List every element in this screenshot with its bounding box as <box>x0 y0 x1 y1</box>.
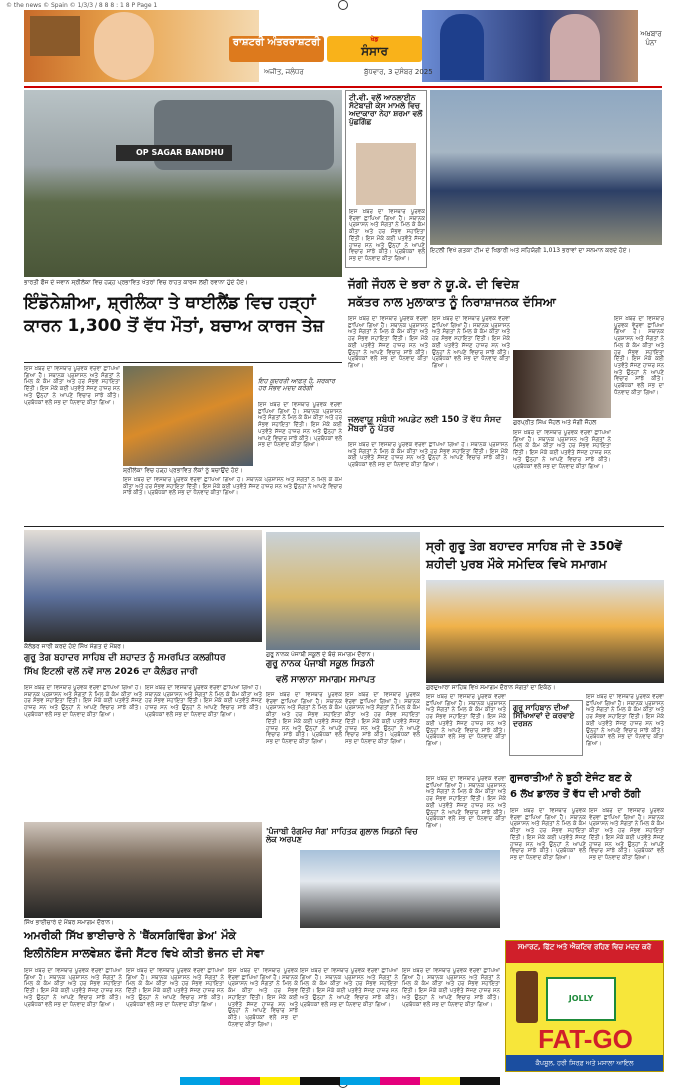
american-photo-caption: ਸਿੱਖ ਭਾਈਚਾਰੇ ਦੇ ਮੈਂਬਰ ਸਮਾਗਮ ਦੌਰਾਨ। <box>24 919 115 926</box>
masthead-location: ਅਜੀਤ, ਜਲੰਧਰ <box>264 68 304 76</box>
print-slug: © the news © Spain © 1/3/3 / 8 8 8 : 1 8 P Page 1 <box>6 2 158 9</box>
divider <box>24 362 342 363</box>
school-photo-caption: ਗੁਰੂ ਨਾਨਕ ਪੰਜਾਬੀ ਸਕੂਲ ਦੇ ਬੱਚੇ ਸਮਾਗਮ ਦੌਰਾਨ। <box>266 651 375 658</box>
jaggi-headline-line2: ਸਕੱਤਰ ਨਾਲ ਮੁਲਾਕਾਤ ਨੂੰ ਨਿਰਾਸ਼ਾਜਨਕ ਦੱਸਿਆ <box>348 295 556 309</box>
actress-story <box>345 90 427 268</box>
rescue-photo <box>123 366 253 466</box>
fat-go-advertisement <box>505 940 664 1072</box>
model-portrait-image <box>94 12 154 80</box>
army-photo <box>24 90 342 277</box>
masthead-side-note: ਅਖ਼ਬਾਰ ਪੰਨਾ <box>640 30 662 47</box>
masthead-title-right: ਸੰਸਾਰ <box>361 44 388 58</box>
climate-body: ਇਸ ਖ਼ਬਰ ਦਾ ਵਿਸਥਾਰ ਪੂਰਵਕ ਵੇਰਵਾ ਛਾਪਿਆ ਗਿਆ ਹੈ। ਸਥਾਨਕ ਪ੍ਰਸ਼ਾਸਨ ਅਤੇ ਸੰਗਤਾਂ ਨੇ ਮਿਲ ਕੇ ਕੰਮ ਕੀਤਾ ਅਤੇ ਹਰ ਸੰਭਵ ਸਹਾਇਤਾ ਦਿੱਤੀ। ਇਸ ਮੌਕੇ ਕਈ ਪਤਵੰਤੇ ਸੱਜਣ ਹਾਜ਼ਰ ਸਨ ਅਤੇ ਉਨ੍ਹਾਂ ਨੇ ਆਪਣੇ ਵਿਚਾਰ ਸਾਂਝੇ ਕੀਤੇ। ਪ੍ਰਬੰਧਕਾਂ ਵਲੋਂ ਸਭ ਦਾ ਧੰਨਵਾਦ ਕੀਤਾ ਗਿਆ। <box>348 442 508 469</box>
lead-body-col4: ਇਸ ਖ਼ਬਰ ਦਾ ਵਿਸਥਾਰ ਪੂਰਵਕ ਵੇਰਵਾ ਛਾਪਿਆ ਗਿਆ ਹੈ। ਸਥਾਨਕ ਪ੍ਰਸ਼ਾਸਨ ਅਤੇ ਸੰਗਤਾਂ ਨੇ ਮਿਲ ਕੇ ਕੰਮ ਕੀਤਾ ਅਤੇ ਹਰ ਸੰਭਵ ਸਹਾਇਤਾ ਦਿੱਤੀ। ਇਸ ਮੌਕੇ ਕਈ ਪਤਵੰਤੇ ਸੱਜਣ ਹਾਜ਼ਰ ਸਨ ਅਤੇ ਉਨ੍ਹਾਂ ਨੇ ਆਪਣੇ ਵਿਚਾਰ ਸਾਂਝੇ ਕੀਤੇ। ਪ੍ਰਬੰਧਕਾਂ ਵਲੋਂ ਸਭ ਦਾ ਧੰਨਵਾਦ ਕੀਤਾ ਗਿਆ। <box>123 477 342 497</box>
ad-product-pack: JOLLY <box>546 977 616 1021</box>
gujarati-headline-line1: ਗੁਜਰਾਤੀਆਂ ਨੇ ਝੂਠੀ ਏਜੰਟ ਬਣ ਕੇ <box>510 773 632 784</box>
jaggi-headline-line1: ਜੱਗੀ ਜੌਹਲ ਦੇ ਭਰਾ ਨੇ ਯੂ.ਕੇ. ਦੀ ਵਿਦੇਸ਼ <box>348 277 520 291</box>
jaggi-body-col2: ਇਸ ਖ਼ਬਰ ਦਾ ਵਿਸਥਾਰ ਪੂਰਵਕ ਵੇਰਵਾ ਛਾਪਿਆ ਗਿਆ ਹੈ। ਸਥਾਨਕ ਪ੍ਰਸ਼ਾਸਨ ਅਤੇ ਸੰਗਤਾਂ ਨੇ ਮਿਲ ਕੇ ਕੰਮ ਕੀਤਾ ਅਤੇ ਹਰ ਸੰਭਵ ਸਹਾਇਤਾ ਦਿੱਤੀ। ਇਸ ਮੌਕੇ ਕਈ ਪਤਵੰਤੇ ਸੱਜਣ ਹਾਜ਼ਰ ਸਨ ਅਤੇ ਉਨ੍ਹਾਂ ਨੇ ਆਪਣੇ ਵਿਚਾਰ ਸਾਂਝੇ ਕੀਤੇ। ਪ੍ਰਬੰਧਕਾਂ ਵਲੋਂ ਸਭ ਦਾ ਧੰਨਵਾਦ ਕੀਤਾ ਗਿਆ। <box>432 316 510 369</box>
guru-photo <box>426 580 664 683</box>
army-photo-caption: ਭਾਰਤੀ ਫੌਜ ਦੇ ਜਵਾਨ ਸ੍ਰੀਲੰਕਾ ਵਿਚ ਹੜ੍ਹ ਪ੍ਰਭਾਵਿਤ ਖੇਤਰਾਂ ਵਿਚ ਰਾਹਤ ਕਾਰਜ ਲਈ ਰਵਾਨਾ ਹੁੰਦੇ ਹੋਏ। <box>24 279 249 286</box>
punjabi-event-photo <box>300 850 500 928</box>
section-title-left <box>229 36 324 62</box>
gujarati-headline-line2: 6 ਲੱਖ ਡਾਲਰ ਤੋਂ ਵੱਧ ਦੀ ਮਾਰੀ ਠੱਗੀ <box>510 789 641 800</box>
guru-headline-line2: ਸ਼ਹੀਦੀ ਪੁਰਬ ਮੌਕੇ ਸਮੇਦਿਕ ਵਿਖੇ ਸਮਾਗਮ <box>426 557 607 571</box>
school-body-col2: ਇਸ ਖ਼ਬਰ ਦਾ ਵਿਸਥਾਰ ਪੂਰਵਕ ਵੇਰਵਾ ਛਾਪਿਆ ਗਿਆ ਹੈ। ਸਥਾਨਕ ਪ੍ਰਸ਼ਾਸਨ ਅਤੇ ਸੰਗਤਾਂ ਨੇ ਮਿਲ ਕੇ ਕੰਮ ਕੀਤਾ ਅਤੇ ਹਰ ਸੰਭਵ ਸਹਾਇਤਾ ਦਿੱਤੀ। ਇਸ ਮੌਕੇ ਕਈ ਪਤਵੰਤੇ ਸੱਜਣ ਹਾਜ਼ਰ ਸਨ ਅਤੇ ਉਨ੍ਹਾਂ ਨੇ ਆਪਣੇ ਵਿਚਾਰ ਸਾਂਝੇ ਕੀਤੇ। ਪ੍ਰਬੰਧਕਾਂ ਵਲੋਂ ਸਭ ਦਾ ਧੰਨਵਾਦ ਕੀਤਾ ਗਿਆ। <box>345 692 420 745</box>
rescue-photo-caption: ਸ਼੍ਰੀਲੰਕਾ ਵਿਚ ਹੜ੍ਹ ਪ੍ਰਭਾਵਿਤ ਲੋਕਾਂ ਨੂੰ ਬਚਾਉਂਦੇ ਹੋਏ। <box>123 467 243 474</box>
american-body-col3: ਇਸ ਖ਼ਬਰ ਦਾ ਵਿਸਥਾਰ ਪੂਰਵਕ ਵੇਰਵਾ ਛਾਪਿਆ ਗਿਆ ਹੈ। ਸਥਾਨਕ ਪ੍ਰਸ਼ਾਸਨ ਅਤੇ ਸੰਗਤਾਂ ਨੇ ਮਿਲ ਕੇ ਕੰਮ ਕੀਤਾ ਅਤੇ ਹਰ ਸੰਭਵ ਸਹਾਇਤਾ ਦਿੱਤੀ। ਇਸ ਮੌਕੇ ਕਈ ਪਤਵੰਤੇ ਸੱਜਣ ਹਾਜ਼ਰ ਸਨ ਅਤੇ ਉਨ੍ਹਾਂ ਨੇ ਆਪਣੇ ਵਿਚਾਰ ਸਾਂਝੇ ਕੀਤੇ। ਪ੍ਰਬੰਧਕਾਂ ਵਲੋਂ ਸਭ ਦਾ ਧੰਨਵਾਦ ਕੀਤਾ ਗਿਆ। <box>228 968 298 1028</box>
masthead-collage-right <box>422 10 638 82</box>
school-headline-line2: ਵਲੋਂ ਸਾਲਾਨਾ ਸਮਾਗਮ ਸਮਾਪਤ <box>276 675 376 685</box>
ad-bottle-image <box>516 971 538 1023</box>
punjabi-body-col1: ਇਸ ਖ਼ਬਰ ਦਾ ਵਿਸਥਾਰ ਪੂਰਵਕ ਵੇਰਵਾ ਛਾਪਿਆ ਗਿਆ ਹੈ। ਸਥਾਨਕ ਪ੍ਰਸ਼ਾਸਨ ਅਤੇ ਸੰਗਤਾਂ ਨੇ ਮਿਲ ਕੇ ਕੰਮ ਕੀਤਾ ਅਤੇ ਹਰ ਸੰਭਵ ਸਹਾਇਤਾ ਦਿੱਤੀ। ਇਸ ਮੌਕੇ ਕਈ ਪਤਵੰਤੇ ਸੱਜਣ ਹਾਜ਼ਰ ਸਨ ਅਤੇ ਉਨ੍ਹਾਂ ਨੇ ਆਪਣੇ ਵਿਚਾਰ ਸਾਂਝੇ ਕੀਤੇ। ਪ੍ਰਬੰਧਕਾਂ ਵਲੋਂ ਸਭ ਦਾ ਧੰਨਵਾਦ ਕੀਤਾ ਗਿਆ। <box>300 968 398 1008</box>
masthead-collage-left <box>24 10 259 82</box>
footballer-image <box>550 14 600 80</box>
gujarati-body-col1: ਇਸ ਖ਼ਬਰ ਦਾ ਵਿਸਥਾਰ ਪੂਰਵਕ ਵੇਰਵਾ ਛਾਪਿਆ ਗਿਆ ਹੈ। ਸਥਾਨਕ ਪ੍ਰਸ਼ਾਸਨ ਅਤੇ ਸੰਗਤਾਂ ਨੇ ਮਿਲ ਕੇ ਕੰਮ ਕੀਤਾ ਅਤੇ ਹਰ ਸੰਭਵ ਸਹਾਇਤਾ ਦਿੱਤੀ। ਇਸ ਮੌਕੇ ਕਈ ਪਤਵੰਤੇ ਸੱਜਣ ਹਾਜ਼ਰ ਸਨ ਅਤੇ ਉਨ੍ਹਾਂ ਨੇ ਆਪਣੇ ਵਿਚਾਰ ਸਾਂਝੇ ਕੀਤੇ। ਪ੍ਰਬੰਧਕਾਂ ਵਲੋਂ ਸਭ ਦਾ ਧੰਨਵਾਦ ਕੀਤਾ ਗਿਆ। <box>426 776 506 829</box>
masthead <box>24 10 662 88</box>
ad-subtext: ਕੈਪਸੂਲ, ਹਰੀ ਸਿਰਫ਼ ਅਤੇ ਮਸਾਲਾ ਆਇਲ <box>506 1055 663 1071</box>
op-sagar-bandhu-banner: OP SAGAR BANDHU <box>116 145 232 161</box>
jaggi-body-col1: ਇਸ ਖ਼ਬਰ ਦਾ ਵਿਸਥਾਰ ਪੂਰਵਕ ਵੇਰਵਾ ਛਾਪਿਆ ਗਿਆ ਹੈ। ਸਥਾਨਕ ਪ੍ਰਸ਼ਾਸਨ ਅਤੇ ਸੰਗਤਾਂ ਨੇ ਮਿਲ ਕੇ ਕੰਮ ਕੀਤਾ ਅਤੇ ਹਰ ਸੰਭਵ ਸਹਾਇਤਾ ਦਿੱਤੀ। ਇਸ ਮੌਕੇ ਕਈ ਪਤਵੰਤੇ ਸੱਜਣ ਹਾਜ਼ਰ ਸਨ ਅਤੇ ਉਨ੍ਹਾਂ ਨੇ ਆਪਣੇ ਵਿਚਾਰ ਸਾਂਝੇ ਕੀਤੇ। ਪ੍ਰਬੰਧਕਾਂ ਵਲੋਂ ਸਭ ਦਾ ਧੰਨਵਾਦ ਕੀਤਾ ਗਿਆ। <box>348 316 428 369</box>
ad-brand: FAT-GO <box>538 1024 633 1054</box>
calendar-body-col1: ਇਸ ਖ਼ਬਰ ਦਾ ਵਿਸਥਾਰ ਪੂਰਵਕ ਵੇਰਵਾ ਛਾਪਿਆ ਗਿਆ ਹੈ। ਸਥਾਨਕ ਪ੍ਰਸ਼ਾਸਨ ਅਤੇ ਸੰਗਤਾਂ ਨੇ ਮਿਲ ਕੇ ਕੰਮ ਕੀਤਾ ਅਤੇ ਹਰ ਸੰਭਵ ਸਹਾਇਤਾ ਦਿੱਤੀ। ਇਸ ਮੌਕੇ ਕਈ ਪਤਵੰਤੇ ਸੱਜਣ ਹਾਜ਼ਰ ਸਨ ਅਤੇ ਉਨ੍ਹਾਂ ਨੇ ਆਪਣੇ ਵਿਚਾਰ ਸਾਂਝੇ ਕੀਤੇ। ਪ੍ਰਬੰਧਕਾਂ ਵਲੋਂ ਸਭ ਦਾ ਧੰਨਵਾਦ ਕੀਤਾ ਗਿਆ। <box>24 685 142 718</box>
lead-body-col1: ਇਸ ਖ਼ਬਰ ਦਾ ਵਿਸਥਾਰ ਪੂਰਵਕ ਵੇਰਵਾ ਛਾਪਿਆ ਗਿਆ ਹੈ। ਸਥਾਨਕ ਪ੍ਰਸ਼ਾਸਨ ਅਤੇ ਸੰਗਤਾਂ ਨੇ ਮਿਲ ਕੇ ਕੰਮ ਕੀਤਾ ਅਤੇ ਹਰ ਸੰਭਵ ਸਹਾਇਤਾ ਦਿੱਤੀ। ਇਸ ਮੌਕੇ ਕਈ ਪਤਵੰਤੇ ਸੱਜਣ ਹਾਜ਼ਰ ਸਨ ਅਤੇ ਉਨ੍ਹਾਂ ਨੇ ਆਪਣੇ ਵਿਚਾਰ ਸਾਂਝੇ ਕੀਤੇ। ਪ੍ਰਬੰਧਕਾਂ ਵਲੋਂ ਸਭ ਦਾ ਧੰਨਵਾਦ ਕੀਤਾ ਗਿਆ। <box>24 366 120 406</box>
american-sikh-photo <box>24 822 262 918</box>
jaggi-body-col3: ਇਸ ਖ਼ਬਰ ਦਾ ਵਿਸਥਾਰ ਪੂਰਵਕ ਵੇਰਵਾ ਛਾਪਿਆ ਗਿਆ ਹੈ। ਸਥਾਨਕ ਪ੍ਰਸ਼ਾਸਨ ਅਤੇ ਸੰਗਤਾਂ ਨੇ ਮਿਲ ਕੇ ਕੰਮ ਕੀਤਾ ਅਤੇ ਹਰ ਸੰਭਵ ਸਹਾਇਤਾ ਦਿੱਤੀ। ਇਸ ਮੌਕੇ ਕਈ ਪਤਵੰਤੇ ਸੱਜਣ ਹਾਜ਼ਰ ਸਨ ਅਤੇ ਉਨ੍ਹਾਂ ਨੇ ਆਪਣੇ ਵਿਚਾਰ ਸਾਂਝੇ ਕੀਤੇ। ਪ੍ਰਬੰਧਕਾਂ ਵਲੋਂ ਸਭ ਦਾ ਧੰਨਵਾਦ ਕੀਤਾ ਗਿਆ। <box>513 430 611 470</box>
calendar-body-col2: ਇਸ ਖ਼ਬਰ ਦਾ ਵਿਸਥਾਰ ਪੂਰਵਕ ਵੇਰਵਾ ਛਾਪਿਆ ਗਿਆ ਹੈ। ਸਥਾਨਕ ਪ੍ਰਸ਼ਾਸਨ ਅਤੇ ਸੰਗਤਾਂ ਨੇ ਮਿਲ ਕੇ ਕੰਮ ਕੀਤਾ ਅਤੇ ਹਰ ਸੰਭਵ ਸਹਾਇਤਾ ਦਿੱਤੀ। ਇਸ ਮੌਕੇ ਕਈ ਪਤਵੰਤੇ ਸੱਜਣ ਹਾਜ਼ਰ ਸਨ ਅਤੇ ਉਨ੍ਹਾਂ ਨੇ ਆਪਣੇ ਵਿਚਾਰ ਸਾਂਝੇ ਕੀਤੇ। ਪ੍ਰਬੰਧਕਾਂ ਵਲੋਂ ਸਭ ਦਾ ਧੰਨਵਾਦ ਕੀਤਾ ਗਿਆ। <box>145 685 262 718</box>
actress-portrait-image <box>356 143 416 205</box>
masthead-date: ਬੁੱਧਵਾਰ, 3 ਦਸੰਬਰ 2025 <box>364 68 433 76</box>
jaggi-photo-caption: ਗੁਰਪ੍ਰੀਤ ਸਿੰਘ ਜੌਹਲ ਅਤੇ ਜੱਗੀ ਜੌਹਲ <box>513 419 597 426</box>
train-image <box>30 16 80 56</box>
guru-box-text: ਗੁਰੂ ਸਾਹਿਬਾਨ ਦੀਆਂ ਸਿੱਖਿਆਵਾਂ ਦੇ ਕਰਵਾਏ ਦਰਸ਼ਨ <box>513 703 575 728</box>
team-photo <box>430 90 662 245</box>
print-color-bar <box>180 1077 500 1085</box>
actress-headline: ਟੀ.ਵੀ. ਵਲੋਂ ਆਨਲਾਈਨ ਸੱਟੇਬਾਜ਼ੀ ਕੇਸ ਮਾਮਲੇ ਵਿਚ ਅਦਾਕਾਰਾ ਨੇਹਾ ਸ਼ਰਮਾ ਵਲੋਂ ਪੁੱਛਗਿੱਛ <box>349 93 423 126</box>
punjabi-headline: 'ਪੰਜਾਬੀ ਰੰਗਮੰਚ ਸੰਗ' ਸਾਹਿਤਕ ਗੁਲਾਲ ਸਿਡਨੀ ਵਿਚ ਲੇਕ ਅਰਪਣ <box>266 827 418 845</box>
guru-photo-caption: ਗੁਰਦੁਆਰਾ ਸਾਹਿਬ ਵਿਖੇ ਸਮਾਗਮ ਦੌਰਾਨ ਸੰਗਤਾਂ ਦਾ ਇਕੱਠ। <box>426 684 556 691</box>
lead-headline-line2: ਕਾਰਨ 1,300 ਤੋਂ ਵੱਧ ਮੌਤਾਂ, ਬਚਾਅ ਕਾਰਜ ਤੇਜ਼ <box>24 316 324 336</box>
calendar-photo <box>24 530 262 642</box>
guru-body-col1: ਇਸ ਖ਼ਬਰ ਦਾ ਵਿਸਥਾਰ ਪੂਰਵਕ ਵੇਰਵਾ ਛਾਪਿਆ ਗਿਆ ਹੈ। ਸਥਾਨਕ ਪ੍ਰਸ਼ਾਸਨ ਅਤੇ ਸੰਗਤਾਂ ਨੇ ਮਿਲ ਕੇ ਕੰਮ ਕੀਤਾ ਅਤੇ ਹਰ ਸੰਭਵ ਸਹਾਇਤਾ ਦਿੱਤੀ। ਇਸ ਮੌਕੇ ਕਈ ਪਤਵੰਤੇ ਸੱਜਣ ਹਾਜ਼ਰ ਸਨ ਅਤੇ ਉਨ੍ਹਾਂ ਨੇ ਆਪਣੇ ਵਿਚਾਰ ਸਾਂਝੇ ਕੀਤੇ। ਪ੍ਰਬੰਧਕਾਂ ਵਲੋਂ ਸਭ ਦਾ ਧੰਨਵਾਦ ਕੀਤਾ ਗਿਆ। <box>426 694 506 747</box>
american-headline-line2: ਇਲੀਨੋਇਸ ਸਾਲਵੇਸ਼ਨ ਫੌਜੀ ਸੈਂਟਰ ਵਿਖੇ ਕੀਤੀ ਭੋਜਨ ਦੀ ਸੇਵਾ <box>24 947 264 960</box>
guru-headline-line1: ਸ੍ਰੀ ਗੁਰੂ ਤੇਗ ਬਹਾਦਰ ਸਾਹਿਬ ਜੀ ਦੇ 350ਵੇਂ <box>426 539 622 553</box>
jaggi-photo <box>513 350 611 418</box>
american-headline-line1: ਅਮਰੀਕੀ ਸਿੱਖ ਭਾਈਚਾਰੇ ਨੇ 'ਥੈਂਕਸਗਿਵਿੰਗ ਡੇਅ' ਮੌਕੇ <box>24 929 236 942</box>
climate-headline: ਜਲਵਾਯੂ ਸਬੰਧੀ ਅਪਡੇਟ ਲਈ 150 ਤੋਂ ਵੱਧ ਸੰਸਦ ਮੈਂਬਰਾਂ ਨੂੰ ਪੱਤਰ <box>348 415 502 434</box>
lead-body-col3: ਇਸ ਖ਼ਬਰ ਦਾ ਵਿਸਥਾਰ ਪੂਰਵਕ ਵੇਰਵਾ ਛਾਪਿਆ ਗਿਆ ਹੈ। ਸਥਾਨਕ ਪ੍ਰਸ਼ਾਸਨ ਅਤੇ ਸੰਗਤਾਂ ਨੇ ਮਿਲ ਕੇ ਕੰਮ ਕੀਤਾ ਅਤੇ ਹਰ ਸੰਭਵ ਸਹਾਇਤਾ ਦਿੱਤੀ। ਇਸ ਮੌਕੇ ਕਈ ਪਤਵੰਤੇ ਸੱਜਣ ਹਾਜ਼ਰ ਸਨ ਅਤੇ ਉਨ੍ਹਾਂ ਨੇ ਆਪਣੇ ਵਿਚਾਰ ਸਾਂਝੇ ਕੀਤੇ। ਪ੍ਰਬੰਧਕਾਂ ਵਲੋਂ ਸਭ ਦਾ ਧੰਨਵਾਦ ਕੀਤਾ ਗਿਆ। <box>258 402 342 449</box>
guru-quote-box <box>509 700 583 756</box>
gujarati-body-col2: ਇਸ ਖ਼ਬਰ ਦਾ ਵਿਸਥਾਰ ਪੂਰਵਕ ਵੇਰਵਾ ਛਾਪਿਆ ਗਿਆ ਹੈ। ਸਥਾਨਕ ਪ੍ਰਸ਼ਾਸਨ ਅਤੇ ਸੰਗਤਾਂ ਨੇ ਮਿਲ ਕੇ ਕੰਮ ਕੀਤਾ ਅਤੇ ਹਰ ਸੰਭਵ ਸਹਾਇਤਾ ਦਿੱਤੀ। ਇਸ ਮੌਕੇ ਕਈ ਪਤਵੰਤੇ ਸੱਜਣ ਹਾਜ਼ਰ ਸਨ ਅਤੇ ਉਨ੍ਹਾਂ ਨੇ ਆਪਣੇ ਵਿਚਾਰ ਸਾਂਝੇ ਕੀਤੇ। ਪ੍ਰਬੰਧਕਾਂ ਵਲੋਂ ਸਭ ਦਾ ਧੰਨਵਾਦ ਕੀਤਾ ਗਿਆ। <box>510 808 586 861</box>
american-body-col1: ਇਸ ਖ਼ਬਰ ਦਾ ਵਿਸਥਾਰ ਪੂਰਵਕ ਵੇਰਵਾ ਛਾਪਿਆ ਗਿਆ ਹੈ। ਸਥਾਨਕ ਪ੍ਰਸ਼ਾਸਨ ਅਤੇ ਸੰਗਤਾਂ ਨੇ ਮਿਲ ਕੇ ਕੰਮ ਕੀਤਾ ਅਤੇ ਹਰ ਸੰਭਵ ਸਹਾਇਤਾ ਦਿੱਤੀ। ਇਸ ਮੌਕੇ ਕਈ ਪਤਵੰਤੇ ਸੱਜਣ ਹਾਜ਼ਰ ਸਨ ਅਤੇ ਉਨ੍ਹਾਂ ਨੇ ਆਪਣੇ ਵਿਚਾਰ ਸਾਂਝੇ ਕੀਤੇ। ਪ੍ਰਬੰਧਕਾਂ ਵਲੋਂ ਸਭ ਦਾ ਧੰਨਵਾਦ ਕੀਤਾ ਗਿਆ। <box>24 968 122 1008</box>
calendar-headline-line2: ਸਿੱਖ ਇਟਲੀ ਵਲੋਂ ਨਵੇਂ ਸਾਲ 2026 ਦਾ ਕੈਲੰਡਰ ਜਾਰੀ <box>24 667 198 677</box>
jaggi-body-col4: ਇਸ ਖ਼ਬਰ ਦਾ ਵਿਸਥਾਰ ਪੂਰਵਕ ਵੇਰਵਾ ਛਾਪਿਆ ਗਿਆ ਹੈ। ਸਥਾਨਕ ਪ੍ਰਸ਼ਾਸਨ ਅਤੇ ਸੰਗਤਾਂ ਨੇ ਮਿਲ ਕੇ ਕੰਮ ਕੀਤਾ ਅਤੇ ਹਰ ਸੰਭਵ ਸਹਾਇਤਾ ਦਿੱਤੀ। ਇਸ ਮੌਕੇ ਕਈ ਪਤਵੰਤੇ ਸੱਜਣ ਹਾਜ਼ਰ ਸਨ ਅਤੇ ਉਨ੍ਹਾਂ ਨੇ ਆਪਣੇ ਵਿਚਾਰ ਸਾਂਝੇ ਕੀਤੇ। ਪ੍ਰਬੰਧਕਾਂ ਵਲੋਂ ਸਭ ਦਾ ਧੰਨਵਾਦ ਕੀਤਾ ਗਿਆ। <box>614 316 664 396</box>
calendar-headline-line1: ਗੁਰੂ ਤੇਗ ਬਹਾਦਰ ਸਾਹਿਬ ਦੀ ਸ਼ਹਾਦਤ ਨੂੰ ਸਮਰਪਿਤ ਕਲਗੀਧਰ <box>24 653 226 663</box>
actress-body: ਇਸ ਖ਼ਬਰ ਦਾ ਵਿਸਥਾਰ ਪੂਰਵਕ ਵੇਰਵਾ ਛਾਪਿਆ ਗਿਆ ਹੈ। ਸਥਾਨਕ ਪ੍ਰਸ਼ਾਸਨ ਅਤੇ ਸੰਗਤਾਂ ਨੇ ਮਿਲ ਕੇ ਕੰਮ ਕੀਤਾ ਅਤੇ ਹਰ ਸੰਭਵ ਸਹਾਇਤਾ ਦਿੱਤੀ। ਇਸ ਮੌਕੇ ਕਈ ਪਤਵੰਤੇ ਸੱਜਣ ਹਾਜ਼ਰ ਸਨ ਅਤੇ ਉਨ੍ਹਾਂ ਨੇ ਆਪਣੇ ਵਿਚਾਰ ਸਾਂਝੇ ਕੀਤੇ। ਪ੍ਰਬੰਧਕਾਂ ਵਲੋਂ ਸਭ ਦਾ ਧੰਨਵਾਦ ਕੀਤਾ ਗਿਆ। <box>349 209 425 262</box>
american-body-col2: ਇਸ ਖ਼ਬਰ ਦਾ ਵਿਸਥਾਰ ਪੂਰਵਕ ਵੇਰਵਾ ਛਾਪਿਆ ਗਿਆ ਹੈ। ਸਥਾਨਕ ਪ੍ਰਸ਼ਾਸਨ ਅਤੇ ਸੰਗਤਾਂ ਨੇ ਮਿਲ ਕੇ ਕੰਮ ਕੀਤਾ ਅਤੇ ਹਰ ਸੰਭਵ ਸਹਾਇਤਾ ਦਿੱਤੀ। ਇਸ ਮੌਕੇ ਕਈ ਪਤਵੰਤੇ ਸੱਜਣ ਹਾਜ਼ਰ ਸਨ ਅਤੇ ਉਨ੍ਹਾਂ ਨੇ ਆਪਣੇ ਵਿਚਾਰ ਸਾਂਝੇ ਕੀਤੇ। ਪ੍ਰਬੰਧਕਾਂ ਵਲੋਂ ਸਭ ਦਾ ਧੰਨਵਾਦ ਕੀਤਾ ਗਿਆ। <box>126 968 224 1008</box>
lead-quote: ਇਹ ਕੁਦਰਤੀ ਆਫ਼ਤ ਹੈ, ਸਰਕਾਰ ਹਰ ਸੰਭਵ ਮਦਦ ਕਰੇਗੀ <box>258 377 336 392</box>
guru-body-col3: ਇਸ ਖ਼ਬਰ ਦਾ ਵਿਸਥਾਰ ਪੂਰਵਕ ਵੇਰਵਾ ਛਾਪਿਆ ਗਿਆ ਹੈ। ਸਥਾਨਕ ਪ੍ਰਸ਼ਾਸਨ ਅਤੇ ਸੰਗਤਾਂ ਨੇ ਮਿਲ ਕੇ ਕੰਮ ਕੀਤਾ ਅਤੇ ਹਰ ਸੰਭਵ ਸਹਾਇਤਾ ਦਿੱਤੀ। ਇਸ ਮੌਕੇ ਕਈ ਪਤਵੰਤੇ ਸੱਜਣ ਹਾਜ਼ਰ ਸਨ ਅਤੇ ਉਨ੍ਹਾਂ ਨੇ ਆਪਣੇ ਵਿਚਾਰ ਸਾਂਝੇ ਕੀਤੇ। ਪ੍ਰਬੰਧਕਾਂ ਵਲੋਂ ਸਭ ਦਾ ਧੰਨਵਾਦ ਕੀਤਾ ਗਿਆ। <box>586 694 664 747</box>
masthead-title-right-top: ਖੇਡ <box>370 36 379 43</box>
registration-mark-icon <box>338 0 348 10</box>
team-photo-caption: ਇਟਲੀ ਵਿਖੇ ਗਤਕਾ ਟੀਮ ਦੇ ਖਿਡਾਰੀ ਅਤੇ ਸਹਿਯੋਗੀ 1,013 ਭਰਾਵਾਂ ਦਾ ਸਨਮਾਨ ਕਰਦੇ ਹੋਏ। <box>430 247 631 254</box>
ad-tagline: ਸਮਾਰਟ, ਫਿੱਟ ਅਤੇ ਐਕਟਿਵ ਰਹਿਣ ਵਿਚ ਮਦਦ ਕਰੇ <box>506 941 663 963</box>
school-photo <box>266 532 420 650</box>
school-headline-line1: ਗੁਰੂ ਨਾਨਕ ਪੰਜਾਬੀ ਸਕੂਲ ਸਿਡਨੀ <box>266 659 375 669</box>
cricketer-image <box>440 14 484 80</box>
section-title-right <box>327 36 422 62</box>
school-body-col1: ਇਸ ਖ਼ਬਰ ਦਾ ਵਿਸਥਾਰ ਪੂਰਵਕ ਵੇਰਵਾ ਛਾਪਿਆ ਗਿਆ ਹੈ। ਸਥਾਨਕ ਪ੍ਰਸ਼ਾਸਨ ਅਤੇ ਸੰਗਤਾਂ ਨੇ ਮਿਲ ਕੇ ਕੰਮ ਕੀਤਾ ਅਤੇ ਹਰ ਸੰਭਵ ਸਹਾਇਤਾ ਦਿੱਤੀ। ਇਸ ਮੌਕੇ ਕਈ ਪਤਵੰਤੇ ਸੱਜਣ ਹਾਜ਼ਰ ਸਨ ਅਤੇ ਉਨ੍ਹਾਂ ਨੇ ਆਪਣੇ ਵਿਚਾਰ ਸਾਂਝੇ ਕੀਤੇ। ਪ੍ਰਬੰਧਕਾਂ ਵਲੋਂ ਸਭ ਦਾ ਧੰਨਵਾਦ ਕੀਤਾ ਗਿਆ। <box>266 692 342 745</box>
calendar-photo-caption: ਕੈਲੰਡਰ ਜਾਰੀ ਕਰਦੇ ਹੋਏ ਸਿੱਖ ਸੰਗਤ ਦੇ ਮੈਂਬਰ। <box>24 643 125 650</box>
divider <box>24 526 664 527</box>
masthead-title-left: ਰਾਸ਼ਟਰੀ ਅੰਤਰਰਾਸ਼ਟਰੀ <box>232 37 321 48</box>
punjabi-body-col2: ਇਸ ਖ਼ਬਰ ਦਾ ਵਿਸਥਾਰ ਪੂਰਵਕ ਵੇਰਵਾ ਛਾਪਿਆ ਗਿਆ ਹੈ। ਸਥਾਨਕ ਪ੍ਰਸ਼ਾਸਨ ਅਤੇ ਸੰਗਤਾਂ ਨੇ ਮਿਲ ਕੇ ਕੰਮ ਕੀਤਾ ਅਤੇ ਹਰ ਸੰਭਵ ਸਹਾਇਤਾ ਦਿੱਤੀ। ਇਸ ਮੌਕੇ ਕਈ ਪਤਵੰਤੇ ਸੱਜਣ ਹਾਜ਼ਰ ਸਨ ਅਤੇ ਉਨ੍ਹਾਂ ਨੇ ਆਪਣੇ ਵਿਚਾਰ ਸਾਂਝੇ ਕੀਤੇ। ਪ੍ਰਬੰਧਕਾਂ ਵਲੋਂ ਸਭ ਦਾ ਧੰਨਵਾਦ ਕੀਤਾ ਗਿਆ। <box>402 968 500 1008</box>
lead-headline-line1: ਇੰਡੋਨੇਸ਼ੀਆ, ਸ਼੍ਰੀਲੰਕਾ ਤੇ ਥਾਈਲੈਂਡ ਵਿਚ ਹੜ੍ਹਾਂ <box>24 293 316 313</box>
gujarati-body-col3: ਇਸ ਖ਼ਬਰ ਦਾ ਵਿਸਥਾਰ ਪੂਰਵਕ ਵੇਰਵਾ ਛਾਪਿਆ ਗਿਆ ਹੈ। ਸਥਾਨਕ ਪ੍ਰਸ਼ਾਸਨ ਅਤੇ ਸੰਗਤਾਂ ਨੇ ਮਿਲ ਕੇ ਕੰਮ ਕੀਤਾ ਅਤੇ ਹਰ ਸੰਭਵ ਸਹਾਇਤਾ ਦਿੱਤੀ। ਇਸ ਮੌਕੇ ਕਈ ਪਤਵੰਤੇ ਸੱਜਣ ਹਾਜ਼ਰ ਸਨ ਅਤੇ ਉਨ੍ਹਾਂ ਨੇ ਆਪਣੇ ਵਿਚਾਰ ਸਾਂਝੇ ਕੀਤੇ। ਪ੍ਰਬੰਧਕਾਂ ਵਲੋਂ ਸਭ ਦਾ ਧੰਨਵਾਦ ਕੀਤਾ ਗਿਆ। <box>589 808 664 861</box>
